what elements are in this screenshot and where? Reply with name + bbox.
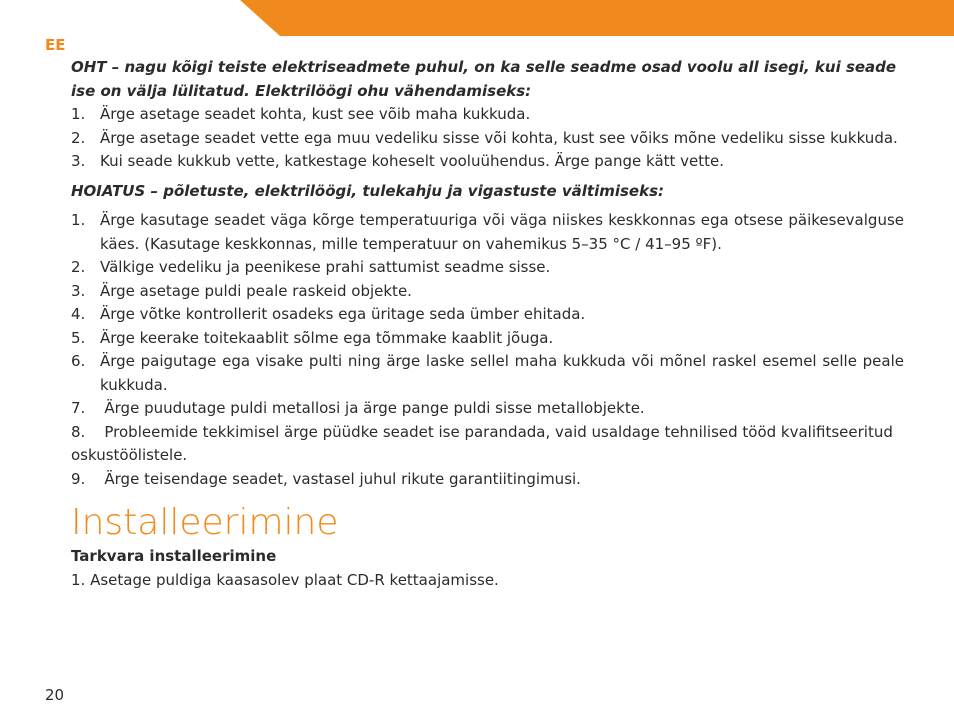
language-tag: EE	[45, 36, 66, 54]
section-subtitle: Tarkvara installeerimine	[71, 547, 277, 565]
list-item: 1. Ärge kasutage seadet väga kõrge temperatuuriga või väga niiskes keskkonnas ega otsese päikesevalguse käes. (Kasutage keskkonnas, mille temperatuur on vahemikus 5–35 °C / 41–95 ºF).	[71, 211, 904, 253]
burns-warning-list	[71, 209, 904, 397]
list-item: 3. Kui seade kukkub vette, katkestage koheselt vooluühendus. Ärge pange kätt vette.	[71, 152, 725, 170]
warning-title-burns: HOIATUS – põletuste, elektrilöögi, tulekahju ja vigastuste vältimiseks:	[71, 181, 664, 200]
install-step: 1. Asetage puldiga kaasasolev plaat CD-R kettaajamisse.	[71, 570, 499, 589]
list-item: 4. Ärge võtke kontrollerit osadeks ega üritage seda ümber ehitada.	[71, 305, 586, 323]
list-item: 6. Ärge paigutage ega visake pulti ning ärge laske sellel maha kukkuda või mõnel raskel esemel selle peale kukkuda.	[71, 352, 904, 394]
list-item: 7. Ärge puudutage puldi metallosi ja ärge pange puldi sisse metallobjekte.	[71, 399, 645, 417]
list-item: 2. Välkige vedeliku ja peenikese prahi sattumist seadme sisse.	[71, 258, 551, 276]
page-content	[71, 56, 904, 592]
warning-title-shock: OHT – nagu kõigi teiste elektriseadmete puhul, on ka selle seadme osad voolu all isegi, kui seade ise on välja lülitatud. Elektrilöögi ohu vähendamiseks:	[71, 58, 897, 100]
shock-warning-list	[71, 103, 904, 174]
list-item: 8. Probleemide tekkimisel ärge püüdke seadet ise parandada, vaid usaldage tehnilised tööd kvalifitseeritud oskustöölistele.	[71, 422, 898, 464]
page-number: 20	[45, 686, 65, 704]
header-accent-bar	[240, 0, 954, 36]
list-item: 2. Ärge asetage seadet vette ega muu vedeliku sisse või kohta, kust see võiks mõne vedeliku sisse kukkuda.	[71, 128, 898, 147]
list-item: 5. Ärge keerake toitekaablit sõlme ega tõmmake kaablit jõuga.	[71, 328, 554, 347]
list-item: 9. Ärge teisendage seadet, vastasel juhul rikute garantiitingimusi.	[71, 469, 581, 488]
section-title: Installeerimine	[71, 502, 339, 543]
list-item: 1. Ärge asetage seadet kohta, kust see võib maha kukkuda.	[71, 105, 531, 123]
list-item: 3. Ärge asetage puldi peale raskeid objekte.	[71, 281, 412, 300]
